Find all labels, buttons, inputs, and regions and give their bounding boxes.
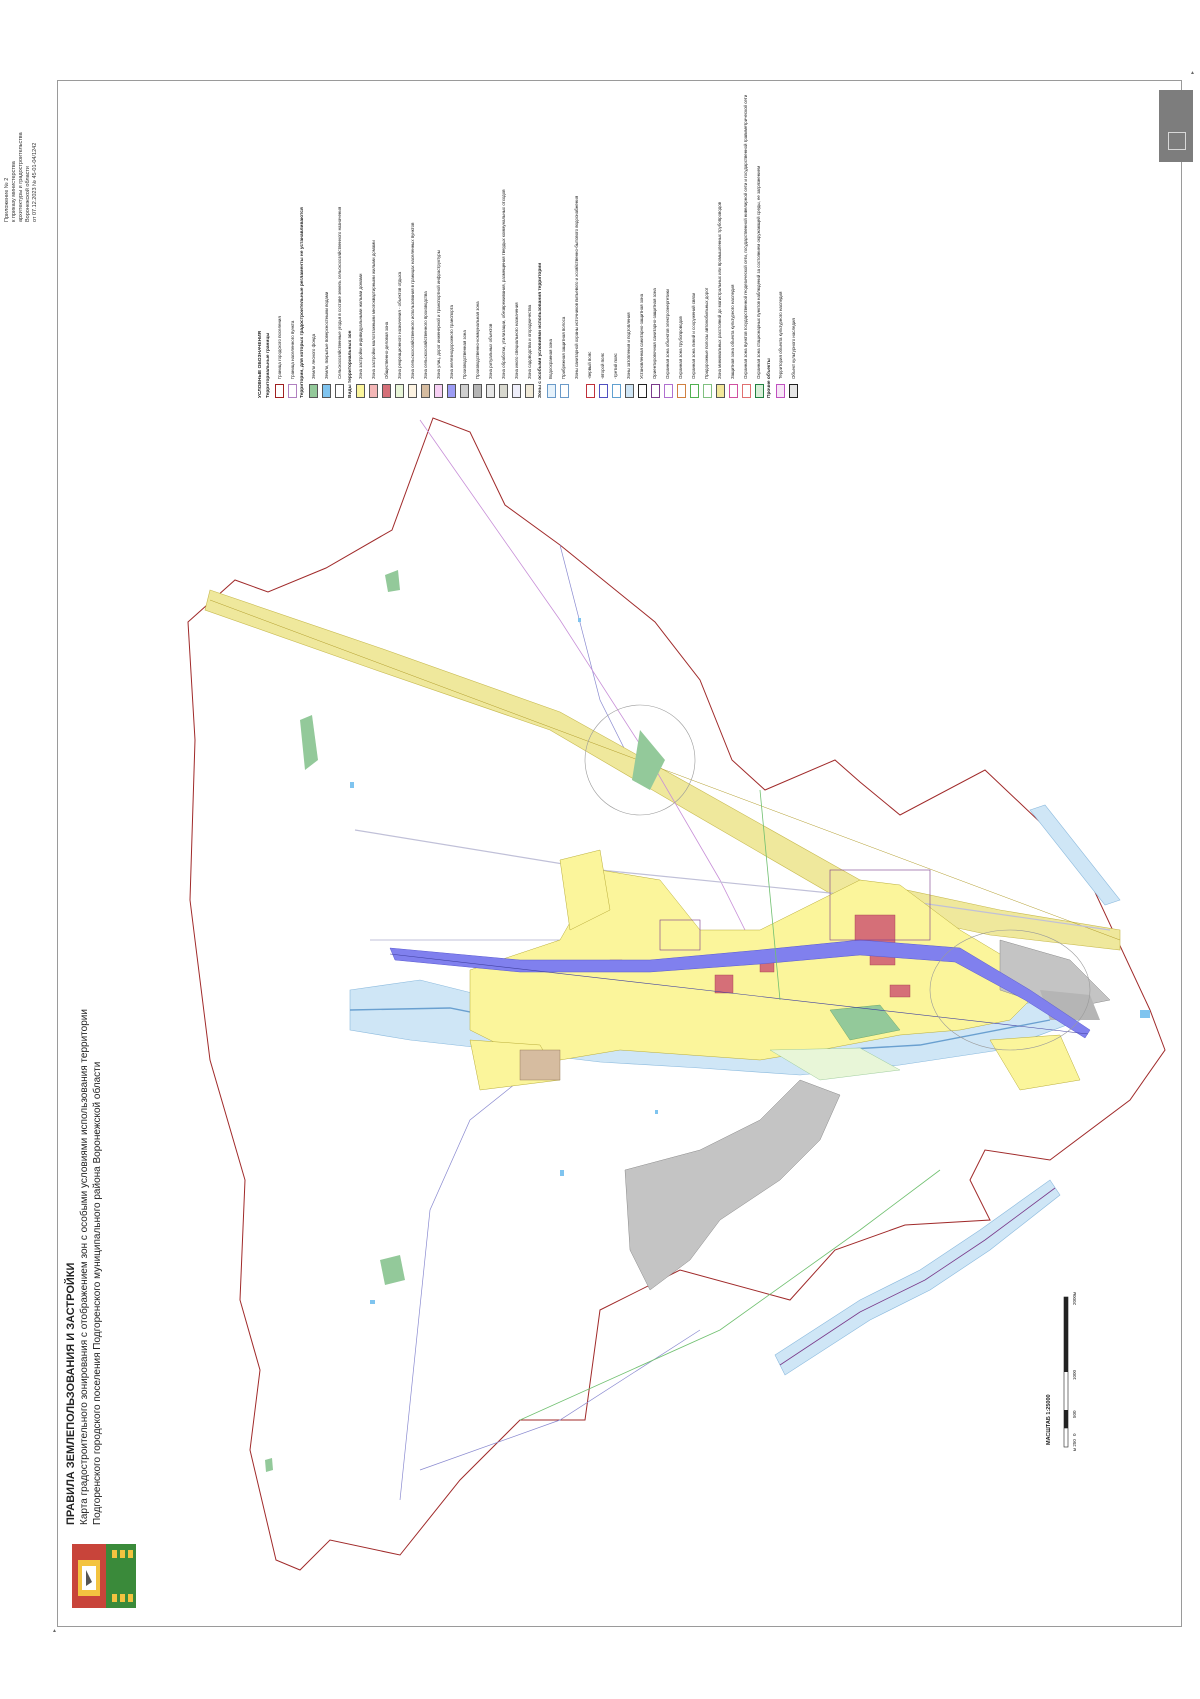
legend-item [512, 80, 522, 398]
legend-item-label: Зоны затопления и подтопления [626, 312, 632, 379]
legend-item [369, 80, 379, 398]
legend-swatch [716, 384, 725, 398]
legend-item-label: Граница населенного пункта [289, 320, 295, 379]
coat-of-arms-logo [68, 1540, 140, 1612]
legend-item [335, 80, 345, 398]
legend-item [421, 80, 431, 398]
legend-swatch [421, 384, 430, 398]
legend-item-label: Защитная зона объекта культурного наследия [730, 284, 736, 379]
legend-swatch [651, 384, 660, 398]
legend-item [715, 80, 725, 398]
legend-item-label: Зона обработки, утилизации, обезвреживания, размещения твердых коммунальных отходов [501, 189, 507, 379]
legend-swatch [369, 384, 378, 398]
legend-swatch [742, 384, 751, 398]
legend-item-label: Водоохранная зона [548, 339, 554, 379]
corner-mark-bottom-left: ▲ [52, 1628, 57, 1634]
legend-item-label: -второй пояс [600, 352, 606, 379]
legend-item [434, 80, 444, 398]
legend-item [624, 80, 634, 398]
map-subtitle-line-2: Подгоренского городского поселения Подгоренского муниципального района Воронежской области [92, 1061, 103, 1525]
legend-heading: УСЛОВНЫЕ ОБОЗНАЧЕНИЯ [258, 331, 263, 398]
legend-item [486, 80, 496, 398]
legend-swatch [638, 384, 647, 398]
legend-item [546, 80, 556, 398]
legend-swatch [309, 384, 318, 398]
legend-item [585, 80, 595, 398]
legend-swatch [408, 384, 417, 398]
legend-item [572, 80, 582, 398]
legend-section-title: Территории, для которых градостроительные регламенты не устанавливаются [300, 207, 306, 398]
legend-item [447, 80, 457, 398]
legend-swatch [473, 384, 482, 398]
legend-item [598, 80, 608, 398]
legend-item-label: Зона железнодорожного транспорта [449, 305, 455, 379]
legend-item-label: Зона застройки индивидуальными жилыми домами [358, 273, 364, 379]
legend-item [287, 80, 297, 398]
legend-swatch [573, 384, 582, 398]
legend-item [663, 80, 673, 398]
forest-area [265, 1458, 273, 1472]
legend-item-label: -третий пояс [613, 353, 619, 379]
legend-item-label: Общественно-деловая зона [384, 321, 390, 379]
legend-item [356, 80, 366, 398]
appendix-note-line: от 07.12.2023 № 45-01-04/1242 [32, 142, 38, 222]
legend-swatch [560, 384, 569, 398]
legend-swatch [275, 384, 284, 398]
corner-mark-top-right: ▲ [1190, 70, 1195, 76]
legend-item-label: Производственно-коммунальная зона [475, 301, 481, 379]
legend-section-title: Зоны с особыми условиями использования территории [537, 262, 543, 398]
legend-swatch [434, 384, 443, 398]
legend-swatch [612, 384, 621, 398]
legend-item [775, 80, 785, 398]
legend-swatch [460, 384, 469, 398]
legend-item-label: Граница городского поселения [276, 316, 282, 379]
legend-item [274, 80, 284, 398]
legend-section-title: Прочие объекты [767, 358, 773, 398]
legend-item-label: Охранная зона пунктов государственной геодезической сети, государственной нивелирной сети и государственной гравиметрической сети [743, 94, 749, 379]
appendix-note-line: Приложение № 2 [4, 177, 10, 222]
legend-item [676, 80, 686, 398]
legend-item [460, 80, 470, 398]
legend-item-label: Зона рекреационного назначения - объектов отдыха [397, 271, 403, 379]
legend-swatch [395, 384, 404, 398]
legend-swatch [703, 384, 712, 398]
legend-item-label: Зоны санитарной охраны источников питьевого и хозяйственно-бытового водоснабжения [574, 195, 580, 379]
legend-swatch [776, 384, 785, 398]
legend-item-label: Ориентировочная санитарно-защитная зона [652, 288, 658, 379]
legend-item-label: Производственная зона [462, 330, 468, 379]
legend-item [499, 80, 509, 398]
appendix-note-line: Воронежской области [25, 165, 31, 222]
legend-swatch [512, 384, 521, 398]
legend-section-title: Территориальные границы [266, 332, 272, 398]
legend-item [473, 80, 483, 398]
legend-item [382, 80, 392, 398]
legend-item-label: Придорожные полосы автомобильных дорог [704, 287, 710, 379]
legend-item [728, 80, 738, 398]
legend-item [408, 80, 418, 398]
appendix-note-line: к приказу министерства [11, 161, 17, 222]
scale-tick-label: 500 [1072, 1410, 1077, 1418]
legend-swatch [677, 384, 686, 398]
legend-swatch [288, 384, 297, 398]
agricultural-production-zone [520, 1050, 560, 1080]
legend-item [559, 80, 569, 398]
legend-swatch [664, 384, 673, 398]
legend-item-label: Охранная зона объектов электроэнергетики [665, 289, 671, 379]
legend-item [525, 80, 535, 398]
legend-item-label: Прибрежная защитная полоса [561, 316, 567, 379]
legend-item-label: Объект культурного наследия [790, 318, 796, 379]
map-subtitle-line-1: Карта градостроительного зонирования с отображением зон с особыми условиями использования территории [79, 1009, 90, 1525]
legend-swatch [547, 384, 556, 398]
legend-item [611, 80, 621, 398]
legend-item-label: Земли, покрытые поверхностными водами [324, 291, 329, 379]
legend-swatch [447, 384, 456, 398]
legend-item-label: Охранная зона стационарных пунктов наблюдений за состоянием окружающей среды, ее загрязнением [756, 165, 762, 379]
map-legend [256, 80, 1016, 398]
legend-item-label: Зона улиц, дорог инженерной и транспортной инфраструктуры [436, 250, 442, 379]
legend-item-label: -первый пояс [587, 351, 593, 379]
legend-swatch [625, 384, 634, 398]
legend-swatch [335, 384, 344, 398]
legend-item-label: Зона ритуальных объектов [488, 323, 494, 379]
scale-label: МАСШТАБ 1:25000 [1046, 1394, 1052, 1445]
legend-item [650, 80, 660, 398]
scale-tick-label: 0 [1072, 1433, 1077, 1436]
scale-tick-label: 2000м [1072, 1291, 1077, 1305]
legend-item [395, 80, 405, 398]
legend-item [309, 80, 319, 398]
legend-swatch [356, 384, 365, 398]
title-block [64, 1009, 764, 1635]
legend-item [702, 80, 712, 398]
legend-item [741, 80, 751, 398]
legend-item-label: Охранная зона линий и сооружений связи [691, 292, 697, 379]
legend-item-label: Зона садоводства и огородничества [527, 304, 533, 379]
scale-tick-label: 1000 [1072, 1369, 1077, 1380]
legend-swatch [690, 384, 699, 398]
legend-item [322, 80, 332, 398]
legend-swatch [729, 384, 738, 398]
legend-item-label: Земли лесного фонда [311, 333, 316, 379]
legend-item-label: Зона минимальных расстояний до магистральных или промышленных трубопроводов [717, 201, 723, 379]
legend-item [689, 80, 699, 398]
legend-item-label: Зона сельскохозяйственного производства [423, 291, 429, 379]
legend-item-label: Установленная санитарно-защитная зона [639, 293, 645, 379]
legend-item [637, 80, 647, 398]
appendix-note-line: архитектуры и градостроительства [18, 132, 24, 222]
legend-section-title: Виды территориальных зон [347, 330, 353, 398]
legend-swatch [382, 384, 391, 398]
legend-swatch [322, 384, 331, 398]
legend-swatch [525, 384, 534, 398]
legend-item-label: Зона сельскохозяйственного использования в границах населенных пунктов [410, 222, 416, 379]
legend-item [788, 80, 798, 398]
legend-item [754, 80, 764, 398]
stamp-emblem-icon [1168, 132, 1186, 150]
scale-bar [1040, 1291, 1080, 1455]
legend-item-label: Зона застройки малоэтажными многоквартирными жилыми домами [371, 240, 377, 379]
legend-swatch [499, 384, 508, 398]
legend-swatch [586, 384, 595, 398]
legend-swatch [486, 384, 495, 398]
map-title: ПРАВИЛА ЗЕМЛЕПОЛЬЗОВАНИЯ И ЗАСТРОЙКИ [65, 1262, 77, 1525]
legend-item-label: Сельскохозяйственные угодья в составе земель сельскохозяйственного назначения [337, 206, 342, 379]
legend-swatch [599, 384, 608, 398]
legend-swatch [755, 384, 764, 398]
approval-stamp [1159, 90, 1193, 162]
legend-item-label: Территория объекта культурного наследия [777, 291, 783, 379]
legend-swatch [789, 384, 798, 398]
scale-tick-label: м 250 [1072, 1439, 1077, 1451]
legend-item-label: Охранная зона трубопроводов [678, 316, 684, 379]
legend-item-label: Зона иного специального назначения [514, 302, 520, 379]
